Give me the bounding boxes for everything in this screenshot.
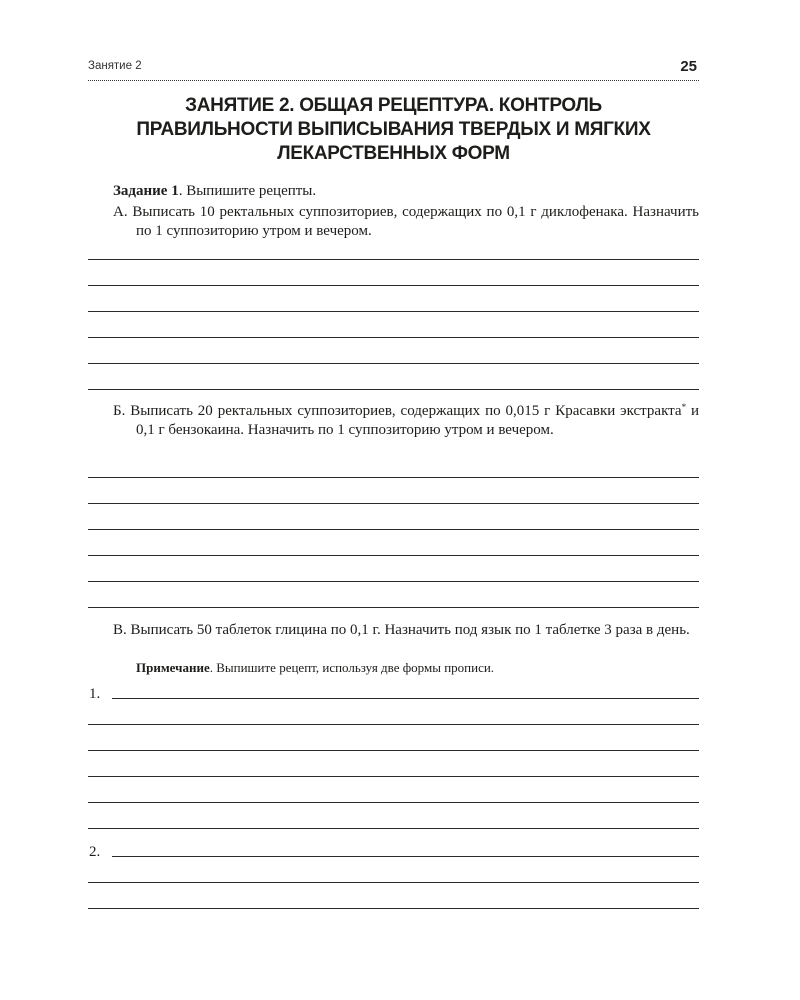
note-text: . Выпишите рецепт, используя две формы прописи. xyxy=(209,660,495,675)
answer-line-d2[interactable] xyxy=(88,882,699,883)
answer-line-b1[interactable] xyxy=(88,477,699,478)
answer-line-b3[interactable] xyxy=(88,529,699,530)
answer-line-c6[interactable] xyxy=(88,828,699,829)
answer-line-b4[interactable] xyxy=(88,555,699,556)
answer-line-a1[interactable] xyxy=(88,259,699,260)
answer-line-a6[interactable] xyxy=(88,389,699,390)
answer-line-c3[interactable] xyxy=(88,750,699,751)
page-title-line: ЗАНЯТИЕ 2. ОБЩАЯ РЕЦЕПТУРА. КОНТРОЛЬ xyxy=(185,95,602,116)
item-b-text-2: и 0,1 г бензокаина. Назначить по 1 суппозиторию утром и вечером. xyxy=(136,403,699,438)
page-title-line: ЛЕКАРСТВЕННЫХ ФОРМ xyxy=(277,143,510,164)
form-number-1: 1. xyxy=(89,686,101,702)
item-a: А. Выписать 10 ректальных суппозиториев, содержащих по 0,1 г диклофенака. Назначить по 1 суппозиторию утром и вечером. xyxy=(113,204,699,239)
answer-line-a3[interactable] xyxy=(88,311,699,312)
item-b-text-1: Б. Выписать 20 ректальных суппозиториев, содержащих по 0,015 г Красавки экстракта xyxy=(113,403,682,419)
answer-line-c5[interactable] xyxy=(88,802,699,803)
answer-line-c4[interactable] xyxy=(88,776,699,777)
asterisk-mark: * xyxy=(681,402,687,412)
answer-line-b2[interactable] xyxy=(88,503,699,504)
answer-line-a2[interactable] xyxy=(88,285,699,286)
note xyxy=(136,659,494,676)
item-c: В. Выписать 50 таблеток глицина по 0,1 г. Назначить под язык по 1 таблетке 3 раза в день. xyxy=(113,622,690,638)
answer-line-b5[interactable] xyxy=(88,581,699,582)
task-heading xyxy=(113,182,316,201)
form-number-2: 2. xyxy=(89,844,101,860)
item-b xyxy=(113,402,699,439)
task-label: Задание 1 xyxy=(113,183,179,199)
note-label: Примечание xyxy=(136,660,210,675)
answer-line-a4[interactable] xyxy=(88,337,699,338)
page-number: 25 xyxy=(680,58,697,75)
answer-line-b6[interactable] xyxy=(88,607,699,608)
answer-line-c2[interactable] xyxy=(88,724,699,725)
answer-line-d3[interactable] xyxy=(88,908,699,909)
answer-line-a5[interactable] xyxy=(88,363,699,364)
answer-line-d1[interactable] xyxy=(112,856,699,857)
running-title: Занятие 2 xyxy=(88,60,142,72)
answer-line-c1[interactable] xyxy=(112,698,699,699)
page-title-line: ПРАВИЛЬНОСТИ ВЫПИСЫВАНИЯ ТВЕРДЫХ И МЯГКИХ xyxy=(136,119,651,140)
page-title xyxy=(88,94,699,166)
running-head xyxy=(88,58,699,81)
task-instruction: . Выпишите рецепты. xyxy=(178,183,317,199)
